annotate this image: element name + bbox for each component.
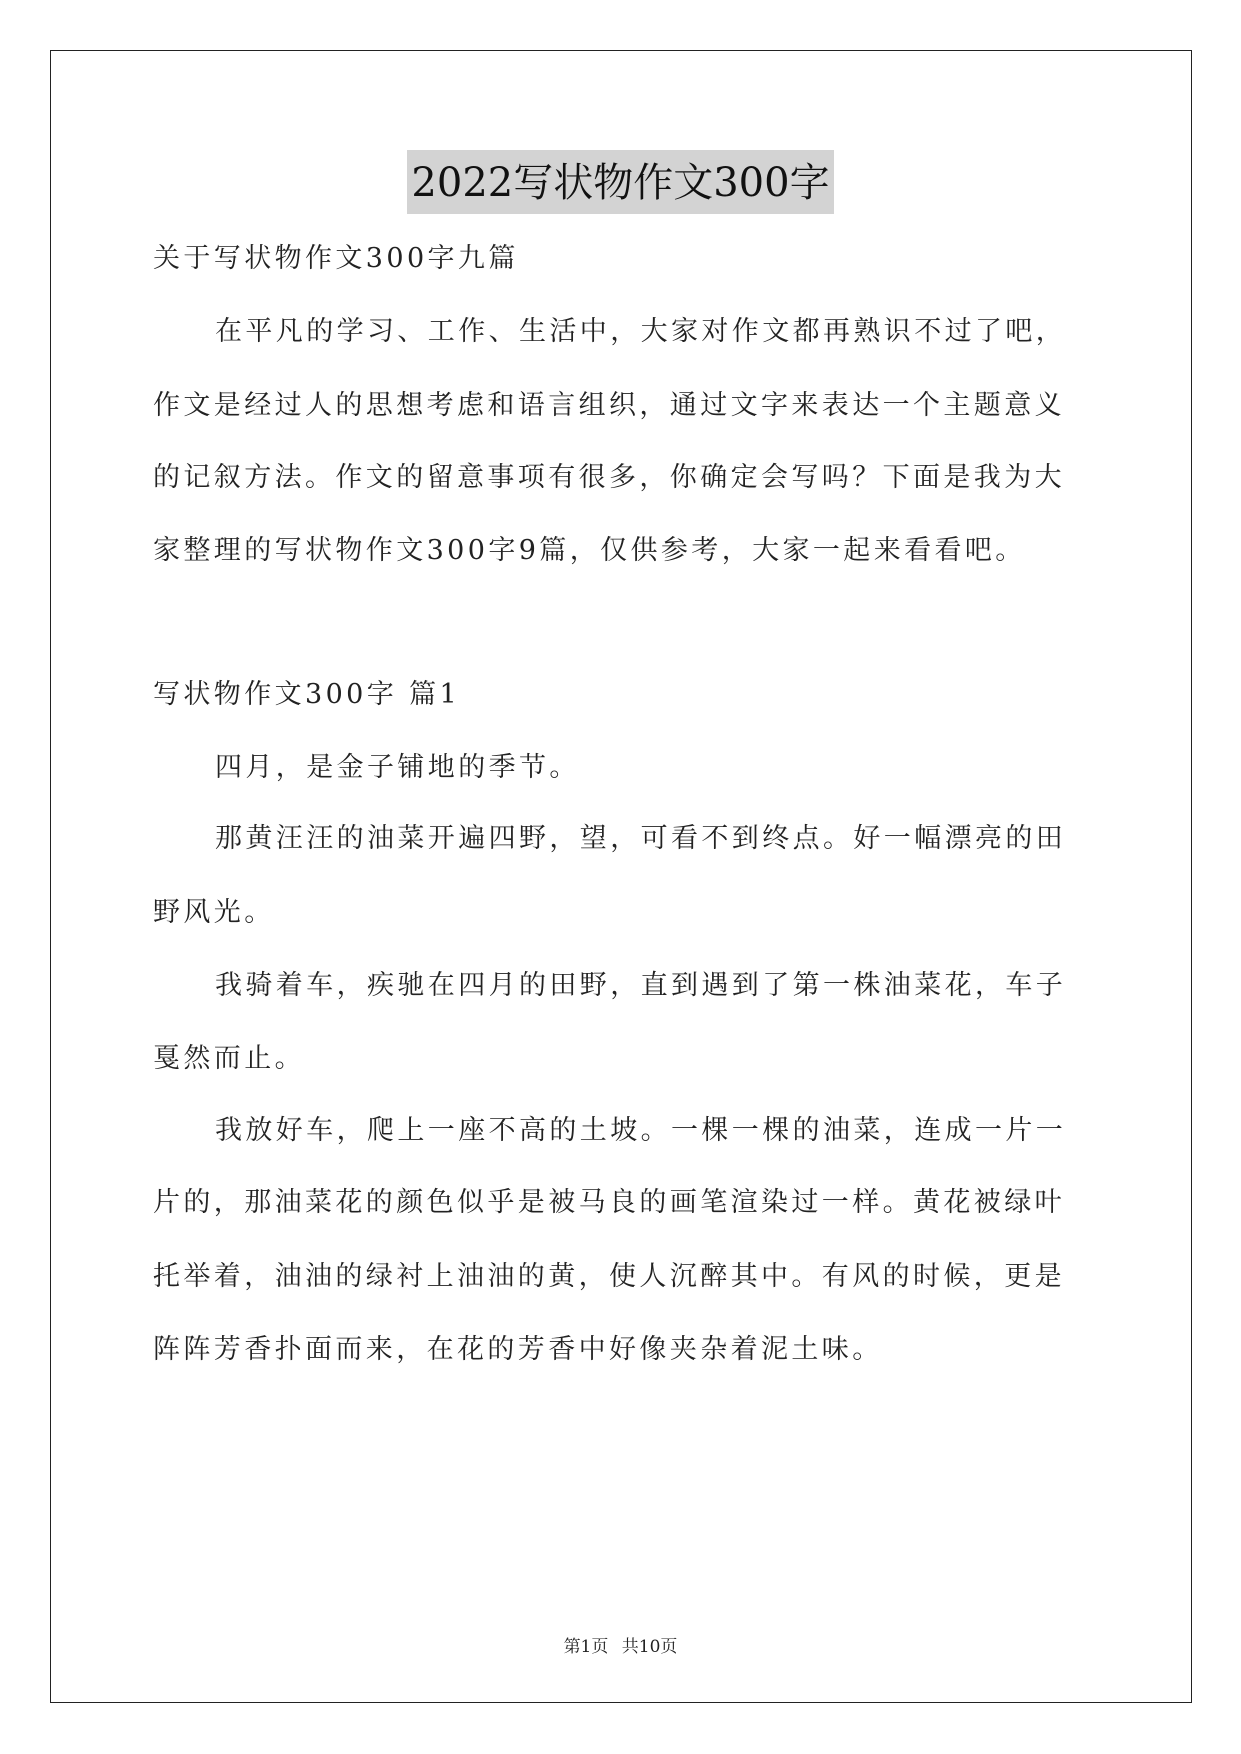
document-subtitle: 关于写状物作文300字九篇 — [153, 243, 519, 274]
body-paragraph-line: 野风光。 — [153, 897, 275, 928]
body-paragraph-line: 托举着，油油的绿衬上油油的黄，使人沉醉其中。有风的时候，更是 — [153, 1261, 1065, 1292]
section-heading: 写状物作文300字 篇1 — [153, 679, 461, 710]
intro-paragraph-line: 的记叙方法。作文的留意事项有很多，你确定会写吗？下面是我为大 — [153, 462, 1065, 493]
intro-paragraph-line: 作文是经过人的思想考虑和语言组织，通过文字来表达一个主题意义 — [153, 390, 1065, 421]
intro-paragraph-line: 家整理的写状物作文300字9篇，仅供参考，大家一起来看看吧。 — [153, 535, 1026, 566]
page-number: 第1页 — [563, 1637, 609, 1657]
document-title: 2022写状物作文300字 — [407, 150, 833, 214]
body-paragraph-line: 阵阵芳香扑面而来，在花的芳香中好像夹杂着泥土味。 — [153, 1334, 883, 1365]
body-paragraph-line: 戛然而止。 — [153, 1043, 305, 1074]
page-border — [50, 50, 1192, 1703]
page-footer — [0, 1632, 1241, 1657]
intro-paragraph-line: 在平凡的学习、工作、生活中，大家对作文都再熟识不过了吧， — [215, 316, 1067, 347]
title-container — [0, 150, 1241, 214]
body-paragraph-line: 片的，那油菜花的颜色似乎是被马良的画笔渲染过一样。黄花被绿叶 — [153, 1187, 1065, 1218]
body-paragraph-line: 我骑着车，疾驰在四月的田野，直到遇到了第一株油菜花，车子 — [215, 970, 1067, 1001]
body-paragraph-line: 四月，是金子铺地的季节。 — [215, 752, 580, 783]
body-paragraph-line: 那黄汪汪的油菜开遍四野，望，可看不到终点。好一幅漂亮的田 — [215, 823, 1067, 854]
total-pages: 共10页 — [621, 1637, 678, 1657]
body-paragraph-line: 我放好车，爬上一座不高的土坡。一棵一棵的油菜，连成一片一 — [215, 1115, 1067, 1146]
